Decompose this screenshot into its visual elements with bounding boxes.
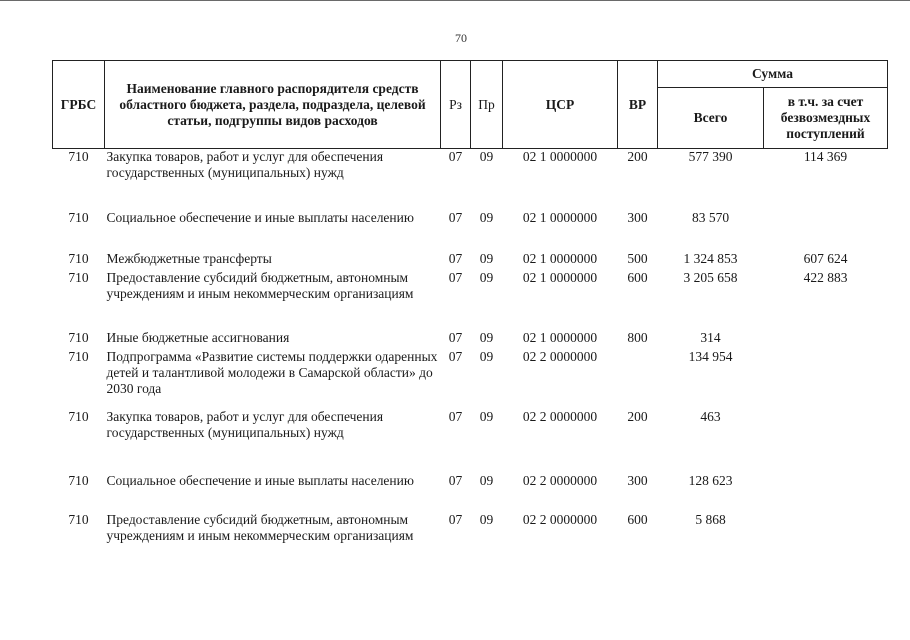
header-csr: ЦСР — [503, 61, 618, 149]
cell-rz: 07 — [448, 472, 463, 488]
cell-name: Подпрограмма «Развитие системы поддержки одаренных детей и талантливой молодежи в Самарской области» до 2030 года — [106, 348, 438, 396]
cell-name: Социальное обеспечение и иные выплаты населению — [106, 209, 414, 225]
cell-rz: 07 — [448, 269, 463, 285]
table-row — [53, 349, 888, 409]
cell-gratuitous — [764, 330, 888, 349]
header-total: Всего — [658, 88, 764, 149]
cell-name: Иные бюджетные ассигнования — [106, 329, 290, 345]
cell-rz: 07 — [448, 408, 463, 424]
cell-gratuitous: 607 624 — [803, 250, 848, 266]
table-row — [53, 473, 888, 512]
cell-total: 577 390 — [688, 149, 733, 164]
table-body — [53, 149, 888, 562]
cell-pr: 09 — [479, 269, 494, 285]
cell-csr: 02 2 0000000 — [522, 472, 598, 488]
cell-vr: 200 — [627, 408, 648, 424]
cell-grbs: 710 — [68, 250, 89, 266]
cell-grbs: 710 — [68, 472, 89, 488]
cell-name: Закупка товаров, работ и услуг для обеспечения государственных (муниципальных) нужд — [106, 149, 384, 180]
cell-pr: 09 — [479, 472, 494, 488]
cell-total: 134 954 — [688, 348, 733, 364]
table-row — [53, 409, 888, 473]
cell-pr: 09 — [479, 209, 494, 225]
cell-grbs: 710 — [68, 209, 89, 225]
cell-grbs: 710 — [68, 348, 89, 364]
cell-total: 128 623 — [688, 472, 733, 488]
cell-vr: 200 — [627, 149, 648, 164]
cell-name: Межбюджетные трансферты — [106, 250, 272, 266]
cell-vr: 300 — [627, 209, 648, 225]
cell-grbs: 710 — [68, 149, 89, 164]
cell-name: Предоставление субсидий бюджетным, автономным учреждениям и иным некоммерческим организациям — [106, 269, 414, 301]
cell-gratuitous — [764, 210, 888, 251]
cell-vr: 600 — [627, 511, 648, 527]
page-top-border — [0, 0, 910, 1]
cell-total: 3 205 658 — [683, 269, 738, 285]
cell-pr: 09 — [479, 329, 494, 345]
cell-pr: 09 — [479, 348, 494, 364]
cell-vr: 600 — [627, 269, 648, 285]
cell-csr: 02 2 0000000 — [522, 408, 598, 424]
cell-rz: 07 — [448, 329, 463, 345]
cell-name: Закупка товаров, работ и услуг для обеспечения государственных (муниципальных) нужд — [106, 408, 384, 440]
cell-csr: 02 1 0000000 — [522, 149, 598, 164]
cell-csr: 02 1 0000000 — [522, 329, 598, 345]
cell-name: Социальное обеспечение и иные выплаты населению — [106, 472, 414, 488]
cell-rz: 07 — [448, 209, 463, 225]
header-rz: Рз — [441, 61, 471, 149]
header-vr: ВР — [618, 61, 658, 149]
cell-pr: 09 — [479, 511, 494, 527]
cell-vr: 500 — [627, 250, 648, 266]
cell-total: 1 324 853 — [683, 250, 738, 266]
cell-csr: 02 1 0000000 — [522, 209, 598, 225]
cell-pr: 09 — [479, 250, 494, 266]
cell-total: 83 570 — [691, 209, 730, 225]
cell-csr: 02 2 0000000 — [522, 348, 598, 364]
cell-rz: 07 — [448, 250, 463, 266]
cell-grbs: 710 — [68, 269, 89, 285]
cell-csr: 02 1 0000000 — [522, 269, 598, 285]
budget-table — [52, 60, 888, 562]
table-row — [53, 270, 888, 330]
cell-pr: 09 — [479, 408, 494, 424]
cell-grbs: 710 — [68, 329, 89, 345]
cell-csr: 02 2 0000000 — [522, 511, 598, 527]
cell-gratuitous — [764, 349, 888, 409]
header-name: Наименование главного распорядителя средств областного бюджета, раздела, подраздела, целевой статьи, подгруппы видов расходов — [105, 61, 441, 149]
cell-gratuitous — [764, 409, 888, 473]
cell-vr: 800 — [627, 329, 648, 345]
cell-csr: 02 1 0000000 — [522, 250, 598, 266]
table-row — [53, 330, 888, 349]
page-number: 70 — [455, 31, 467, 45]
cell-gratuitous: 422 883 — [803, 269, 848, 285]
cell-rz: 07 — [448, 149, 463, 164]
cell-gratuitous — [764, 473, 888, 512]
cell-grbs: 710 — [68, 511, 89, 527]
cell-vr — [618, 349, 658, 409]
table-row — [53, 210, 888, 251]
cell-total: 5 868 — [695, 511, 726, 527]
header-gratuitous: в т.ч. за счет безвозмездных поступлений — [764, 88, 888, 149]
table-row — [53, 512, 888, 562]
cell-gratuitous — [764, 512, 888, 562]
cell-name: Предоставление субсидий бюджетным, автономным учреждениям и иным некоммерческим организациям — [106, 511, 414, 543]
cell-vr: 300 — [627, 472, 648, 488]
cell-pr: 09 — [479, 149, 494, 164]
table-row — [53, 251, 888, 270]
cell-rz: 07 — [448, 511, 463, 527]
header-sum: Сумма — [658, 61, 888, 88]
header-pr: Пр — [471, 61, 503, 149]
cell-total: 463 — [700, 408, 721, 424]
cell-rz: 07 — [448, 348, 463, 364]
table-row — [53, 149, 888, 210]
cell-grbs: 710 — [68, 408, 89, 424]
cell-total: 314 — [700, 329, 721, 345]
cell-gratuitous: 114 369 — [803, 149, 848, 164]
header-grbs: ГРБС — [53, 61, 105, 149]
